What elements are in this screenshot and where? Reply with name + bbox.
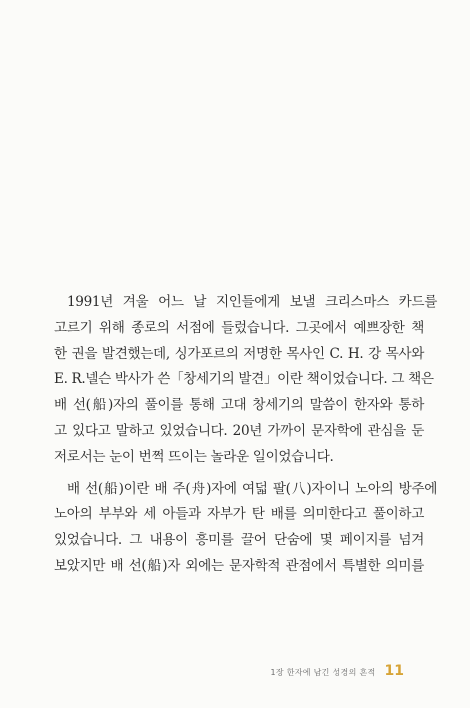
text-line: 배 선(船)자의 풀이를 통해 고대 창세기의 말씀이 한자와 통하: [54, 397, 424, 414]
text-line: 보았지만 배 선(船)자 외에는 문자학적 관점에서 특별한 의미를: [54, 557, 424, 574]
text-line: 고 있다고 말하고 있었습니다. 20년 가까이 문자학에 관심을 둔: [54, 422, 424, 439]
text-line: 고르기 위해 종로의 서점에 들렀습니다. 그곳에서 예쁘장한 책: [54, 319, 424, 336]
text-line: 노아의 부부와 세 아들과 자부가 탄 배를 의미한다고 풀이하고: [54, 506, 424, 523]
body-text: [54, 290, 437, 580]
text-line: 있었습니다. 그 내용이 흥미를 끌어 단숨에 몇 페이지를 넘겨: [54, 532, 424, 549]
page-number: 11: [384, 663, 404, 679]
paragraph: [54, 477, 437, 580]
text-line: E. R.넬슨 박사가 쓴「창세기의 발견」이란 책이었습니다. 그 책은: [54, 371, 434, 388]
text-line: 1991년 겨울 어느 날 지인들에게 보낼 크리스마스 카드를: [67, 294, 437, 310]
text-line: 한 권을 발견했는데, 싱가포르의 저명한 목사인 C. H. 강 목사와: [54, 345, 424, 362]
text-line: 배 선(船)이란 배 주(舟)자에 여덟 팔(八)자이니 노아의 방주에: [67, 480, 437, 497]
page-footer: [270, 663, 404, 679]
running-head: 1장 한자에 남긴 성경의 흔적: [270, 668, 376, 677]
text-line: 저로서는 눈이 번쩍 뜨이는 놀라운 일이었습니다.: [54, 448, 334, 465]
paragraph: [54, 290, 437, 471]
